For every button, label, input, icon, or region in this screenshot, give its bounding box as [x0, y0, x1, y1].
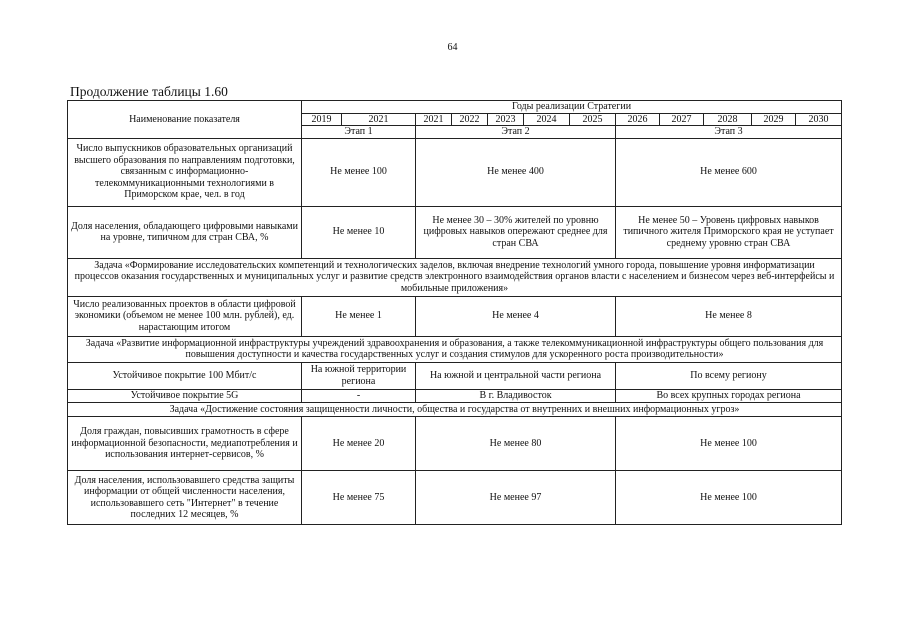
stage-2-value: Не менее 97 — [416, 471, 616, 525]
indicator-name: Число выпускников образовательных организаций высшего образования по направлениям подготовки, связанным с информационно- телекоммуникационными технологиями в Приморском крае, чел. в год — [68, 138, 302, 206]
stage-2-value: В г. Владивосток — [416, 389, 616, 402]
years-title: Годы реализации Стратегии — [302, 101, 842, 114]
stage-1-value: - — [302, 389, 416, 402]
year-cell: 2024 — [524, 113, 570, 126]
stage-2-value: На южной и центральной части региона — [416, 362, 616, 389]
stage-3-header: Этап 3 — [616, 126, 842, 139]
indicator-column-header: Наименование показателя — [68, 101, 302, 139]
task-text: Задача «Достижение состояния защищенности личности, общества и государства от внутренних и внешних информационных угроз» — [68, 402, 842, 417]
table-row — [68, 389, 842, 402]
stage-1-value: Не менее 75 — [302, 471, 416, 525]
year-cell: 2029 — [752, 113, 796, 126]
table-row — [68, 471, 842, 525]
task-text: Задача «Формирование исследовательских компетенций и технологических заделов, включая внедрение технологий умного города, повышение уровня информатизации процессов оказания государственных и муниципальных услуг и развитие средств электронного взаимодействия органов власти с населением и бизнесом через веб-интерфейсы и мобильные приложения» — [68, 258, 842, 296]
stage-3-value: Не менее 600 — [616, 138, 842, 206]
stage-2-header: Этап 2 — [416, 126, 616, 139]
table-row — [68, 138, 842, 206]
stage-1-value: Не менее 1 — [302, 296, 416, 336]
indicator-name: Устойчивое покрытие 5G — [68, 389, 302, 402]
stage-3-value: Не менее 100 — [616, 417, 842, 471]
year-cell: 2028 — [704, 113, 752, 126]
page-number: 64 — [447, 42, 458, 53]
task-row — [68, 258, 842, 296]
indicator-name: Доля населения, использовавшего средства защиты информации от общей численности населения, использовавшего сеть "Интернет" в течение последних 12 месяцев, % — [68, 471, 302, 525]
task-row — [68, 402, 842, 417]
year-cell: 2026 — [616, 113, 660, 126]
stage-1-header: Этап 1 — [302, 126, 416, 139]
indicator-name: Доля граждан, повысивших грамотность в сфере информационной безопасности, медиапотребления и использования интернет-сервисов, % — [68, 417, 302, 471]
year-cell: 2022 — [452, 113, 488, 126]
stage-3-value: По всему региону — [616, 362, 842, 389]
stage-2-value: Не менее 4 — [416, 296, 616, 336]
indicator-name: Доля населения, обладающего цифровыми навыками на уровне, типичном для стран СВА, % — [68, 206, 302, 258]
stage-2-value: Не менее 30 – 30% жителей по уровню цифровых навыков опережают среднее для стран СВА — [416, 206, 616, 258]
indicator-name: Число реализованных проектов в области цифровой экономики (объемом не менее 100 млн. рублей), ед. нарастающим итогом — [68, 296, 302, 336]
table-caption: Продолжение таблицы 1.60 — [70, 84, 228, 99]
task-row — [68, 336, 842, 362]
year-cell: 2025 — [570, 113, 616, 126]
table-row — [68, 417, 842, 471]
stage-2-value: Не менее 80 — [416, 417, 616, 471]
year-cell: 2023 — [488, 113, 524, 126]
stage-2-value: Не менее 400 — [416, 138, 616, 206]
indicator-name: Устойчивое покрытие 100 Мбит/с — [68, 362, 302, 389]
stage-1-value: Не менее 100 — [302, 138, 416, 206]
task-text: Задача «Развитие информационной инфраструктуры учреждений здравоохранения и образования, а также телекоммуникационной инфраструктуры общего пользования для повышения доступности и качества государственных услуг и создания стимулов для ускоренного роста производительности» — [68, 336, 842, 362]
header-row-years-title — [68, 101, 842, 114]
table-row — [68, 206, 842, 258]
year-cell: 2030 — [796, 113, 842, 126]
indicators-table — [67, 100, 842, 525]
table-row — [68, 296, 842, 336]
stage-1-value: Не менее 20 — [302, 417, 416, 471]
stage-3-value: Не менее 8 — [616, 296, 842, 336]
year-cell: 2021 — [416, 113, 452, 126]
year-cell: 2027 — [660, 113, 704, 126]
stage-3-value: Во всех крупных городах региона — [616, 389, 842, 402]
year-cell: 2021 — [342, 113, 416, 126]
stage-1-value: Не менее 10 — [302, 206, 416, 258]
stage-1-value: На южной территории региона — [302, 362, 416, 389]
year-cell: 2019 — [302, 113, 342, 126]
stage-3-value: Не менее 50 – Уровень цифровых навыков типичного жителя Приморского края не уступает среднему уровню стран СВА — [616, 206, 842, 258]
table-row — [68, 362, 842, 389]
stage-3-value: Не менее 100 — [616, 471, 842, 525]
